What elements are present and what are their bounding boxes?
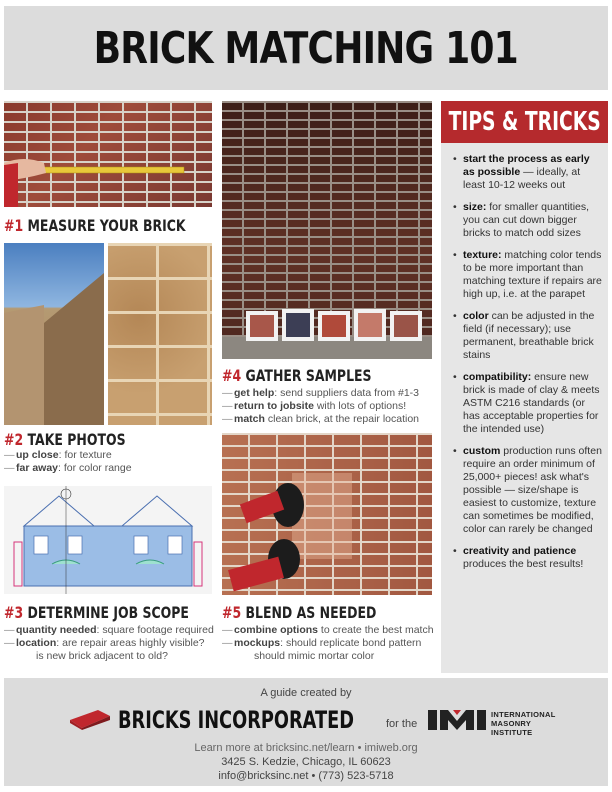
page-title: BRICK MATCHING 101 (93, 22, 519, 74)
list-item: — return to jobsite with lots of options! (222, 400, 434, 413)
byline: A guide created by (260, 687, 352, 699)
tip-item: • size: for smaller quantities, you can cut down bigger bricks to match odd sizes (453, 201, 602, 240)
gather-samples-photo (222, 101, 432, 359)
list-item: — quantity needed: square footage required (4, 624, 218, 637)
address: 3425 S. Kedzie, Chicago, IL 60623 (221, 756, 391, 768)
step-5-label: BLEND AS NEEDED (245, 603, 377, 622)
tips-header (441, 101, 608, 143)
tape-measure-illustration (4, 101, 212, 207)
list-item: — location: are repair areas highly visible? is new brick adjacent to old? (4, 637, 218, 663)
step-2-title (4, 430, 126, 449)
bricks-incorporated-logo: BRICKS INCORPORATED (118, 706, 355, 734)
step-2-bullets (4, 449, 212, 475)
tip-item: • texture: matching color tends to be more important than matching texture if repairs are high up, i.e. at the parapet (453, 249, 602, 301)
sample-boards (222, 101, 432, 359)
footer (4, 678, 608, 786)
list-item: — match clean brick, at the repair location (222, 413, 434, 426)
step-3-label: DETERMINE JOB SCOPE (27, 603, 189, 622)
learn-more-link[interactable]: Learn more at bricksinc.net/learn • imiweb.org (194, 742, 418, 754)
gloved-hands-illustration (222, 433, 432, 595)
imi-logo-icon (428, 708, 486, 732)
tip-item: • start the process as early as possible — ideally, at least 10-12 weeks out (453, 153, 602, 192)
imi-name: INTERNATIONAL MASONRY INSTITUTE (491, 710, 556, 737)
for-the-text: for the (386, 718, 418, 730)
brick-logo-icon (68, 708, 112, 730)
contact-line[interactable]: info@bricksinc.net • (773) 523-5718 (218, 770, 394, 782)
list-item: — combine options to create the best match (222, 624, 438, 637)
logo-row (4, 702, 608, 736)
contact-info (4, 741, 608, 783)
step-2-label: TAKE PHOTOS (27, 430, 126, 449)
building-silhouette (4, 243, 104, 425)
step-1-title (4, 216, 186, 235)
tips-heading: TIPS & TRICKS (448, 107, 601, 137)
step-5-bullets (222, 624, 438, 663)
list-item: — mockups: should replicate bond pattern should mimic mortar color (222, 637, 438, 663)
blend-photo (222, 433, 432, 595)
step-3-number: #3 (4, 603, 24, 622)
step-4-number: #4 (222, 366, 242, 385)
blueprint-drawing (4, 486, 212, 594)
step-4-label: GATHER SAMPLES (245, 366, 372, 385)
tip-item: • creativity and patience produces the best results! (453, 545, 602, 571)
list-item: — up close: for texture (4, 449, 212, 462)
step-3-title (4, 603, 189, 622)
step-5-title (222, 603, 376, 622)
tip-item: • compatibility: ensure new brick is made of clay & meets ASTM C216 standards (or has acceptable properties for the intended use) (453, 371, 602, 436)
far-away-photo (4, 243, 104, 425)
tips-list (441, 143, 608, 571)
step-3-bullets (4, 624, 218, 663)
tips-panel (441, 101, 608, 673)
step-2-number: #2 (4, 430, 24, 449)
step-1-number: #1 (4, 216, 24, 235)
list-item: — get help: send suppliers data from #1-3 (222, 387, 434, 400)
step-4-title (222, 366, 372, 385)
elevation-drawing (4, 486, 212, 594)
title-banner (4, 6, 608, 90)
tip-item: • custom production runs often require an order minimum of 25,000+ pieces! ask what's possible — size/shape is easiest to customize, texture can sometimes be modified, color can rarely be changed (453, 445, 602, 536)
step-1-label: MEASURE YOUR BRICK (27, 216, 186, 235)
step-5-number: #5 (222, 603, 242, 622)
list-item: — far away: for color range (4, 462, 212, 475)
tip-item: • color can be adjusted in the field (if necessary); use permanent, breathable brick stains (453, 310, 602, 362)
step-4-bullets (222, 387, 434, 426)
up-close-photo (108, 243, 212, 425)
measure-brick-photo (4, 101, 212, 207)
